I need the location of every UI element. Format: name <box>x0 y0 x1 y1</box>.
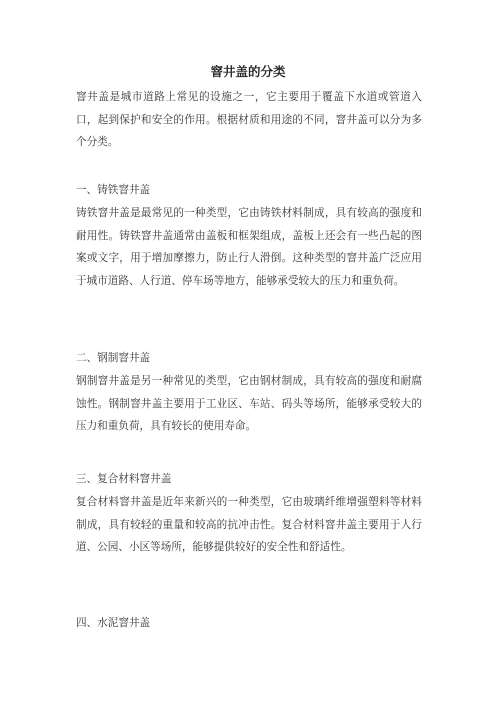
section-heading-composite: 三、复合材料窨井盖 <box>76 473 172 485</box>
section-heading-cement: 四、水泥窨井盖 <box>76 617 151 629</box>
section-heading-cast-iron: 一、铸铁窨井盖 <box>76 184 151 196</box>
section-body-composite: 复合材料窨井盖是近年来新兴的一种类型，它由玻璃纤维增强塑料等材料制成，具有较轻的重量和较高的抗冲击性。复合材料窨井盖主要用于人行道、公园、小区等场所，能够提供较好的安全性和舒适性。 <box>76 496 422 554</box>
document-title: 窨井盖的分类 <box>210 64 286 79</box>
section-heading-steel: 二、钢制窨井盖 <box>76 352 151 364</box>
section-body-steel: 钢制窨井盖是另一种常见的类型，它由钢材制成，具有较高的强度和耐腐蚀性。钢制窨井盖主要用于工业区、车站、码头等场所，能够承受较大的压力和重负荷，具有较长的使用寿命。 <box>76 375 422 433</box>
intro-paragraph: 窨井盖是城市道路上常见的设施之一，它主要用于覆盖下水道或管道入口，起到保护和安全的作用。根据材质和用途的不同，窨井盖可以分为多个分类。 <box>76 91 422 149</box>
section-body-cast-iron: 铸铁窨井盖是最常见的一种类型，它由铸铁材料制成，具有较高的强度和耐用性。铸铁窨井盖通常由盖板和框架组成，盖板上还会有一些凸起的图案或文字，用于增加摩擦力，防止行人滑倒。这种类型的窨井盖广泛应用于城市道路、人行道、停车场等地方，能够承受较大的压力和重负荷。 <box>76 207 422 287</box>
